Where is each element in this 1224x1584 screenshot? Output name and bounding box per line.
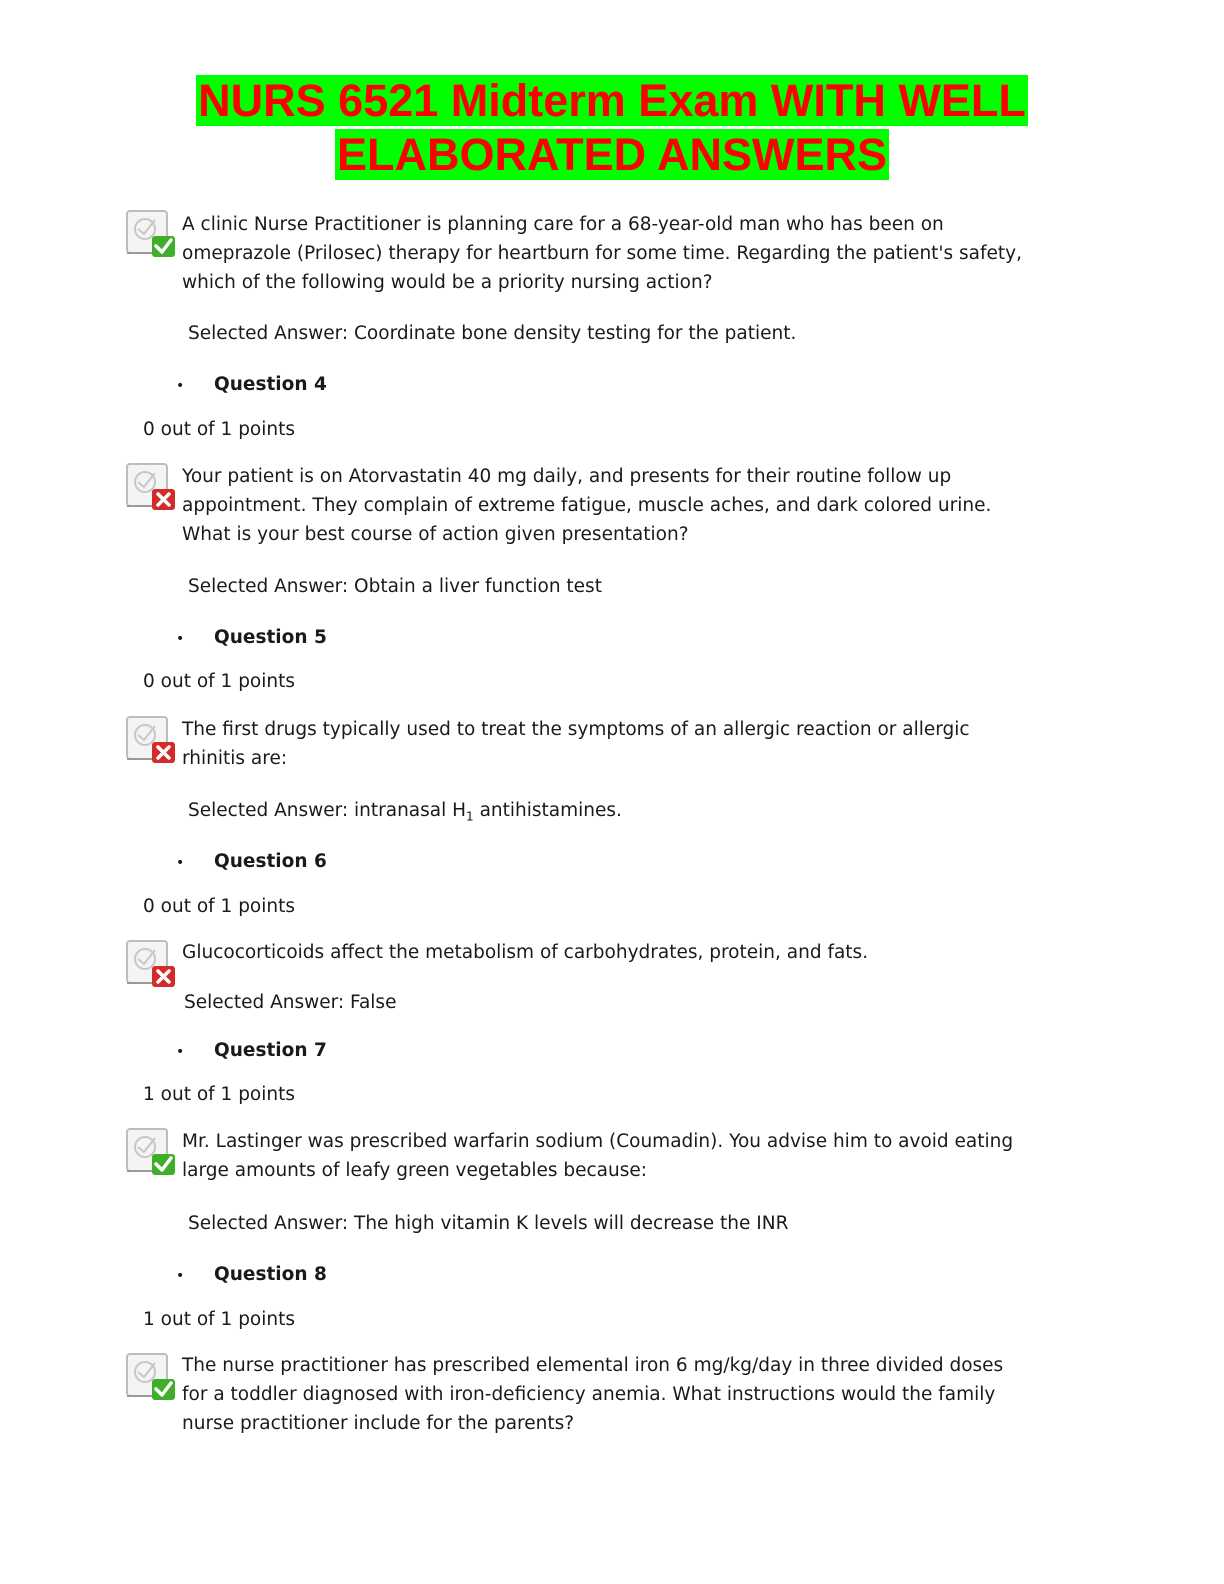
document-title-line-2	[0, 128, 1224, 182]
selected-answer-label: Selected Answer:	[184, 992, 345, 1013]
incorrect-x-icon	[125, 715, 177, 765]
question-header	[176, 370, 327, 401]
question-points: 0 out of 1 points	[143, 671, 296, 692]
bullet-icon: •	[176, 631, 185, 647]
question-number: Question 6	[214, 851, 327, 872]
question-points: 1 out of 1 points	[143, 1309, 296, 1330]
selected-answer-label: Selected Answer:	[188, 800, 349, 821]
selected-answer-label: Selected Answer:	[188, 1213, 349, 1234]
selected-answer-value: The high vitamin K levels will decrease the INR	[354, 1213, 789, 1234]
selected-answer-label: Selected Answer:	[188, 576, 349, 597]
answer-text-part: intranasal H	[354, 800, 467, 821]
correct-check-icon	[125, 1352, 177, 1402]
incorrect-x-icon	[125, 462, 177, 512]
question-number: Question 4	[214, 374, 327, 395]
correct-check-icon	[125, 1127, 177, 1177]
bullet-icon: •	[176, 378, 185, 394]
title-highlight-2: ELABORATED ANSWERS	[337, 129, 887, 180]
selected-answer	[184, 988, 396, 1017]
selected-answer-value: Obtain a liver function test	[354, 576, 602, 597]
question-number: Question 8	[214, 1264, 327, 1285]
question-number: Question 5	[214, 627, 327, 648]
question-header	[176, 847, 327, 878]
question-header	[176, 1260, 327, 1291]
selected-answer	[188, 572, 602, 601]
title-highlight-1: NURS 6521 Midterm Exam WITH WELL	[198, 75, 1026, 126]
selected-answer-label: Selected Answer:	[188, 323, 349, 344]
question-points: 0 out of 1 points	[143, 896, 296, 917]
selected-answer	[188, 1209, 788, 1238]
selected-answer-value: False	[350, 992, 397, 1013]
answer-subscript: 1	[466, 809, 474, 824]
correct-check-icon	[125, 209, 177, 259]
question-number: Question 7	[214, 1040, 327, 1061]
question-header	[176, 1036, 327, 1067]
question-text: Glucocorticoids affect the metabolism of carbohydrates, protein, and fats.	[182, 942, 869, 963]
question-points: 0 out of 1 points	[143, 419, 296, 440]
incorrect-x-icon	[125, 939, 177, 989]
question-text: Your patient is on Atorvastatin 40 mg daily, and presents for their routine follow up appointment. They complain of extreme fatigue, muscle aches, and dark colored urine. What is your best course of action given presentation?	[182, 466, 992, 545]
question-text: Mr. Lastinger was prescribed warfarin sodium (Coumadin). You advise him to avoid eating large amounts of leafy green vegetables because:	[182, 1131, 1014, 1181]
question-header	[176, 623, 327, 654]
question-text: The nurse practitioner has prescribed elemental iron 6 mg/kg/day in three divided doses for a toddler diagnosed with iron-deficiency anemia. What instructions would the family nurse practitioner include for the parents?	[182, 1355, 1004, 1434]
question-text: The first drugs typically used to treat the symptoms of an allergic reaction or allergic rhinitis are:	[182, 719, 970, 769]
bullet-icon: •	[176, 1044, 185, 1060]
bullet-icon: •	[176, 1268, 185, 1284]
selected-answer	[188, 319, 796, 348]
document-title-line-1	[0, 74, 1224, 128]
question-points: 1 out of 1 points	[143, 1084, 296, 1105]
selected-answer-value: Coordinate bone density testing for the patient.	[354, 323, 797, 344]
question-text: A clinic Nurse Practitioner is planning care for a 68-year-old man who has been on omeprazole (Prilosec) therapy for heartburn for some time. Regarding the patient's safety, which of the following would be a priority nursing action?	[182, 214, 1022, 293]
selected-answer-value	[354, 800, 622, 824]
bullet-icon: •	[176, 855, 185, 871]
answer-text-part: antihistamines.	[473, 800, 622, 821]
selected-answer	[188, 796, 622, 832]
